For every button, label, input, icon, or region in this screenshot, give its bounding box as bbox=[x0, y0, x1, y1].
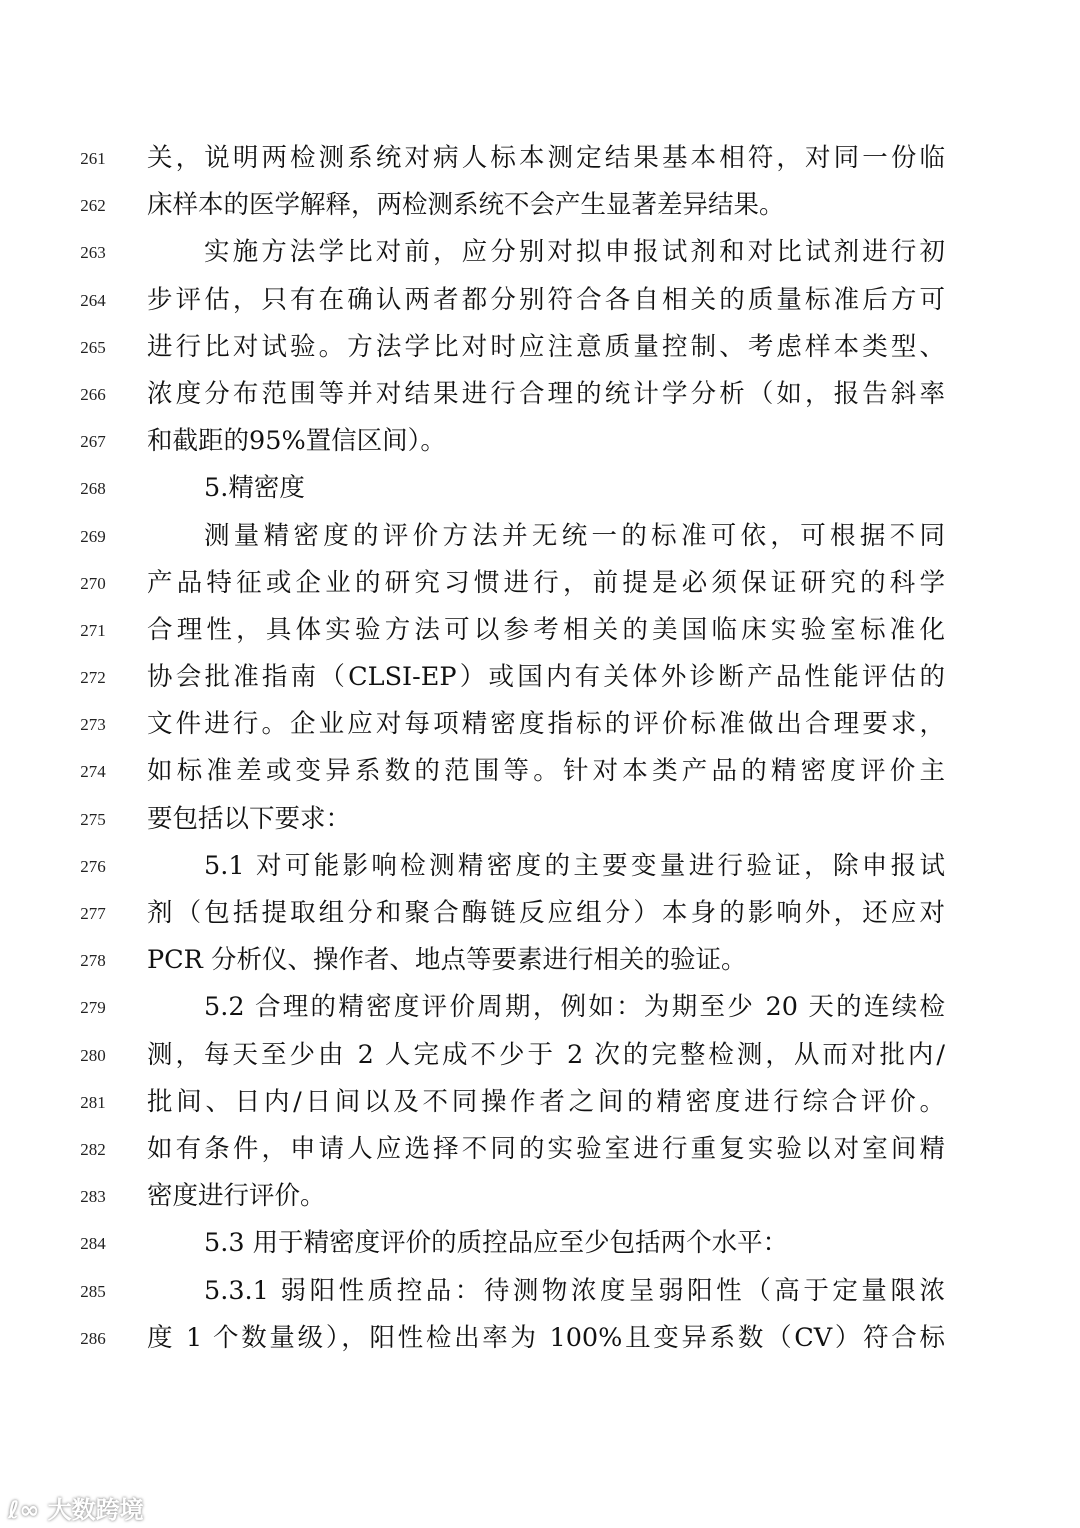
line-text: 测量精密度的评价方法并无统一的标准可依，可根据不同 bbox=[204, 520, 945, 551]
line-number: 268 bbox=[80, 479, 106, 499]
document-line bbox=[0, 939, 1080, 986]
line-text: 5.精密度 bbox=[204, 473, 305, 504]
document-line bbox=[0, 326, 1080, 373]
line-text: 床样本的医学解释，两检测系统不会产生显著差异结果。 bbox=[147, 190, 785, 221]
line-number: 270 bbox=[80, 573, 106, 593]
line-text: 合理性，具体实验方法可以参考相关的美国临床实验室标准化 bbox=[147, 614, 945, 645]
document-line bbox=[0, 184, 1080, 231]
line-text: 浓度分布范围等并对结果进行合理的统计学分析（如，报告斜率 bbox=[147, 378, 945, 409]
line-number: 278 bbox=[80, 951, 106, 971]
line-number: 279 bbox=[80, 998, 106, 1018]
line-text: 和截距的95%置信区间）。 bbox=[147, 426, 446, 457]
document-line bbox=[0, 1270, 1080, 1317]
line-text: 密度进行评价。 bbox=[147, 1181, 326, 1212]
document-line bbox=[0, 703, 1080, 750]
document-body bbox=[0, 137, 1080, 1364]
document-line bbox=[0, 845, 1080, 892]
document-line bbox=[0, 562, 1080, 609]
line-text: 进行比对试验。方法学比对时应注意质量控制、考虑样本类型、 bbox=[147, 331, 945, 362]
line-number: 263 bbox=[80, 243, 106, 263]
line-text: 关，说明两检测系统对病人标本测定结果基本相符，对同一份临 bbox=[147, 143, 945, 173]
line-number: 282 bbox=[80, 1139, 106, 1159]
document-line bbox=[0, 1222, 1080, 1269]
document-line bbox=[0, 1175, 1080, 1222]
document-line bbox=[0, 137, 1080, 184]
document-line bbox=[0, 798, 1080, 845]
line-number: 272 bbox=[80, 668, 106, 688]
line-number: 267 bbox=[80, 432, 106, 452]
line-number: 271 bbox=[80, 620, 106, 640]
line-number: 273 bbox=[80, 715, 106, 735]
document-line bbox=[0, 1128, 1080, 1175]
line-number: 277 bbox=[80, 904, 106, 923]
line-number: 275 bbox=[80, 809, 106, 829]
document-line bbox=[0, 467, 1080, 514]
line-text: 测，每天至少由 2 人完成不少于 2 次的完整检测，从而对批内/ bbox=[147, 1039, 945, 1070]
line-text: 5.1 对可能影响检测精密度的主要变量进行验证，除申报试 bbox=[204, 850, 945, 881]
document-line bbox=[0, 373, 1080, 420]
document-line bbox=[0, 1317, 1080, 1364]
document-line bbox=[0, 656, 1080, 703]
line-number: 276 bbox=[80, 856, 106, 876]
line-number: 286 bbox=[80, 1328, 106, 1348]
line-text: 实施方法学比对前，应分别对拟申报试剂和对比试剂进行初 bbox=[204, 237, 945, 268]
line-number: 285 bbox=[80, 1281, 106, 1301]
line-number: 283 bbox=[80, 1187, 106, 1207]
line-text: 度 1 个数量级），阳性检出率为 100%且变异系数（CV）符合标 bbox=[147, 1322, 945, 1353]
watermark-logo: ℓ∞ 大数跨境 bbox=[8, 1496, 144, 1524]
line-number: 265 bbox=[80, 337, 106, 357]
line-number: 274 bbox=[80, 762, 106, 782]
line-text: 步评估，只有在确认两者都分别符合各自相关的质量标准后方可 bbox=[147, 284, 945, 315]
line-number: 284 bbox=[80, 1234, 106, 1254]
document-line bbox=[0, 892, 1080, 939]
line-text: 产品特征或企业的研究习惯进行，前提是必须保证研究的科学 bbox=[147, 567, 945, 598]
line-text: 如标准差或变异系数的范围等。针对本类产品的精密度评价主 bbox=[147, 756, 945, 787]
line-text: 5.3 用于精密度评价的质控品应至少包括两个水平： bbox=[204, 1228, 789, 1259]
document-line bbox=[0, 515, 1080, 562]
document-line bbox=[0, 750, 1080, 797]
document-line bbox=[0, 1034, 1080, 1081]
document-line bbox=[0, 1081, 1080, 1128]
line-number: 261 bbox=[80, 149, 106, 168]
document-line bbox=[0, 609, 1080, 656]
line-text: 文件进行。企业应对每项精密度指标的评价标准做出合理要求， bbox=[147, 709, 945, 740]
line-number: 269 bbox=[80, 526, 106, 546]
line-text: 5.2 合理的精密度评价周期，例如：为期至少 20 天的连续检 bbox=[204, 992, 945, 1023]
document-line bbox=[0, 279, 1080, 326]
line-text: PCR 分析仪、操作者、地点等要素进行相关的验证。 bbox=[147, 945, 747, 976]
line-number: 266 bbox=[80, 384, 106, 404]
line-text: 协会批准指南（CLSI-EP）或国内有关体外诊断产品性能评估的 bbox=[147, 662, 945, 693]
line-text: 批间、日内/日间以及不同操作者之间的精密度进行综合评价。 bbox=[147, 1086, 945, 1117]
line-text: 如有条件，申请人应选择不同的实验室进行重复实验以对室间精 bbox=[147, 1133, 945, 1164]
line-text: 要包括以下要求： bbox=[147, 803, 352, 834]
line-text: 5.3.1 弱阳性质控品：待测物浓度呈弱阳性（高于定量限浓 bbox=[204, 1275, 945, 1306]
document-line bbox=[0, 231, 1080, 278]
line-text: 剂（包括提取组分和聚合酶链反应组分）本身的影响外，还应对 bbox=[147, 898, 945, 928]
line-number: 281 bbox=[80, 1092, 106, 1112]
line-number: 262 bbox=[80, 196, 106, 216]
document-line bbox=[0, 986, 1080, 1033]
line-number: 264 bbox=[80, 290, 106, 310]
line-number: 280 bbox=[80, 1045, 106, 1065]
document-line bbox=[0, 420, 1080, 467]
